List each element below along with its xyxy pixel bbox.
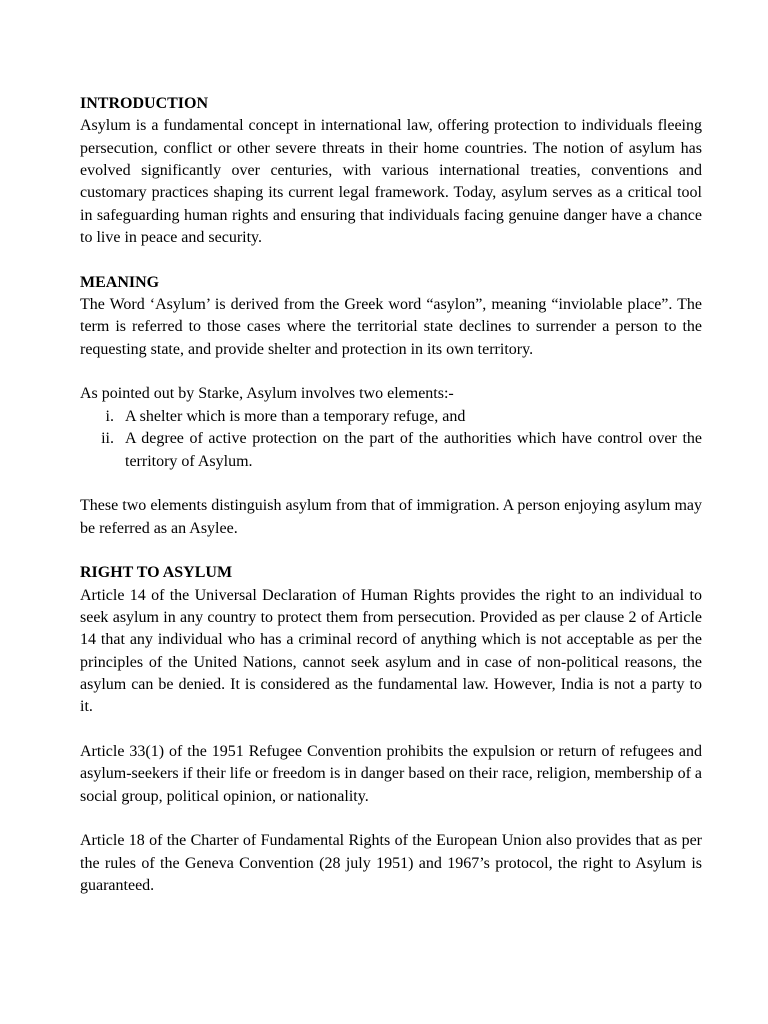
introduction-heading: INTRODUCTION — [80, 95, 209, 112]
list-item — [80, 406, 702, 428]
spacer — [80, 473, 702, 495]
meaning-paragraph: The Word ‘Asylum’ is derived from the Greek word “asylon”, meaning “inviolable place”. The term is referred to those cases where the territorial state declines to surrender a person to the requesting state, and provide shelter and protection in its own territory. — [80, 296, 702, 358]
list-item-number: ii. — [101, 430, 114, 448]
document-page — [80, 93, 702, 897]
spacer — [80, 808, 702, 830]
spacer — [80, 361, 702, 383]
introduction-paragraph: Asylum is a fundamental concept in international law, offering protection to individuals fleeing persecution, conflict or other severe threats in their home countries. The notion of asylum has evolved significantly over centuries, with various international treaties, conventions and customary practices shaping its current legal framework. Today, asylum serves as a critical tool in safeguarding human rights and ensuring that individuals facing genuine danger have a chance to live in peace and security. — [80, 117, 702, 247]
asylee-paragraph: These two elements distinguish asylum from that of immigration. A person enjoying asylum may be referred as an Asylee. — [80, 497, 702, 537]
spacer — [80, 249, 702, 271]
spacer — [80, 719, 702, 741]
meaning-heading: MEANING — [80, 273, 160, 291]
list-item-text: A degree of active protection on the part of the authorities which have control over the territory of Asylum. — [125, 430, 702, 470]
introduction-section — [80, 93, 702, 249]
starke-intro-paragraph: As pointed out by Starke, Asylum involves two elements:- — [80, 385, 454, 403]
list-item-number: i. — [105, 407, 114, 425]
list-item — [80, 428, 702, 473]
list-item-text: A shelter which is more than a temporary refuge, and — [125, 407, 466, 425]
eu-charter-paragraph: Article 18 of the Charter of Fundamental Rights of the European Union also provides that as per the rules of the Geneva Convention (28 july 1951) and 1967’s protocol, the right to Asylum is guaranteed. — [80, 832, 702, 895]
spacer — [80, 540, 702, 562]
udhr-paragraph: Article 14 of the Universal Declaration of Human Rights provides the right to an individual to seek asylum in any country to protect them from persecution. Provided as per clause 2 of Article 14 that any individual who has a criminal record of anything which is not acceptable as per the principles of the United Nations, cannot seek asylum and in case of non-political reasons, the asylum can be denied. It is considered as the fundamental law. However, India is not a party to it. — [80, 586, 702, 716]
refugee-convention-paragraph: Article 33(1) of the 1951 Refugee Convention prohibits the expulsion or return of refugees and asylum-seekers if their life or freedom is in danger based on their race, religion, membership of a social group, political opinion, or nationality. — [80, 742, 702, 805]
asylum-elements-list — [80, 406, 702, 473]
meaning-section — [80, 272, 702, 540]
right-to-asylum-section — [80, 562, 702, 897]
right-to-asylum-heading: RIGHT TO ASYLUM — [80, 564, 233, 582]
